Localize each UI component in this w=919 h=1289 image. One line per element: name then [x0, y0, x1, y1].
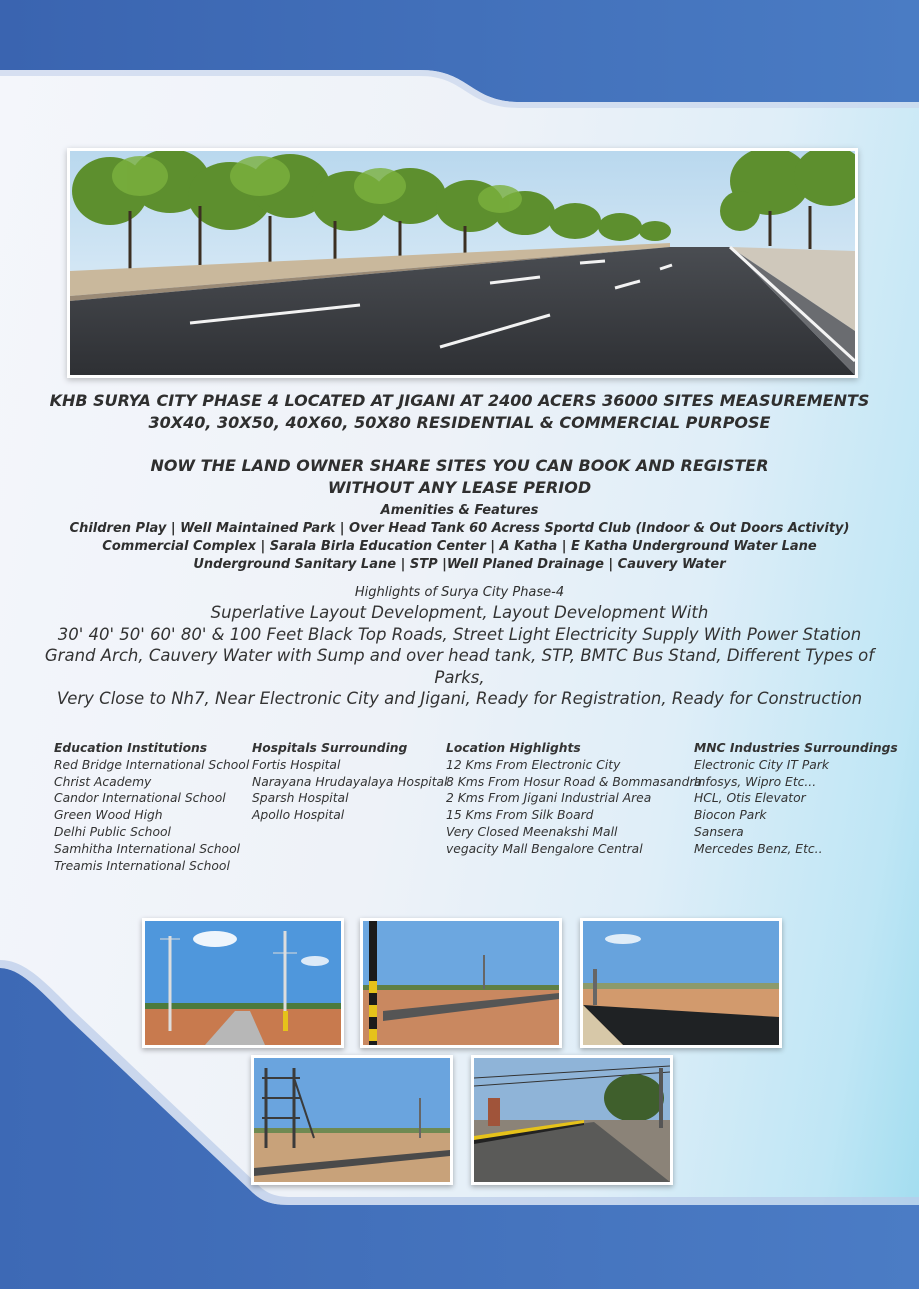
site-photo-black-top-road: [580, 918, 782, 1048]
list-item: Infosys, Wipro Etc...: [694, 774, 817, 789]
list-item: Samhitha International School: [54, 841, 241, 856]
column-title: MNC Industries Surroundings: [694, 741, 898, 755]
list-item: Delhi Public School: [54, 824, 171, 839]
list-item: Candor International School: [54, 791, 226, 806]
column-title: Hospitals Surrounding: [252, 741, 408, 755]
hospitals-column: [252, 740, 447, 824]
education-column: [54, 740, 249, 874]
list-item: Narayana Hrudayalaya Hospital: [252, 774, 448, 789]
list-item: Sansera: [694, 824, 744, 839]
list-item: Biocon Park: [694, 808, 767, 823]
list-item: Red Bridge International School: [54, 757, 250, 772]
site-photo-road-trees: [471, 1055, 673, 1185]
hero-road-image: [67, 148, 858, 378]
list-item: Christ Academy: [54, 774, 152, 789]
list-item: Mercedes Benz, Etc..: [694, 841, 823, 856]
amenities-title: Amenities & Features: [380, 503, 539, 518]
amenities-line: Underground Sanitary Lane | STP |Well Planed Drainage | Cauvery Water: [193, 557, 726, 572]
site-photo-power-lines: [142, 918, 344, 1048]
booking-line-2: WITHOUT ANY LEASE PERIOD: [327, 478, 592, 497]
amenities-line: Children Play | Well Maintained Park | Over Head Tank 60 Acress Sportd Club (Indoor & Out Doors Activity): [69, 521, 850, 536]
highlights-line: Very Close to Nh7, Near Electronic City and Jigani, Ready for Registration, Ready for Construction: [56, 689, 863, 708]
list-item: HCL, Otis Elevator: [694, 791, 806, 806]
site-photo-plots-pole: [360, 918, 562, 1048]
location-column: [446, 740, 702, 858]
list-item: Treamis International School: [54, 858, 230, 873]
column-title: Location Highlights: [446, 741, 581, 755]
highlights-line: Superlative Layout Development, Layout Development With: [210, 603, 709, 622]
list-item: 15 Kms From Silk Board: [446, 808, 594, 823]
headline-line-2: 30X40, 30X50, 40X60, 50X80 RESIDENTIAL & COMMERCIAL PURPOSE: [148, 413, 771, 432]
list-item: 2 Kms From Jigani Industrial Area: [446, 791, 652, 806]
highlights-line: Grand Arch, Cauvery Water with Sump and over head tank, STP, BMTC Bus Stand, Different Types of Parks,: [44, 646, 875, 687]
highlights-title: Highlights of Surya City Phase-4: [354, 585, 565, 600]
top-blue-band: [0, 0, 919, 110]
mnc-column: [694, 740, 898, 858]
list-item: vegacity Mall Bengalore Central: [446, 841, 643, 856]
highlights-line: 30' 40' 50' 60' 80' & 100 Feet Black Top Roads, Street Light Electricity Supply With Power Station: [57, 624, 862, 644]
list-item: 12 Kms From Electronic City: [446, 757, 621, 772]
list-item: Sparsh Hospital: [252, 791, 349, 806]
list-item: Green Wood High: [54, 808, 163, 823]
list-item: Apollo Hospital: [252, 808, 345, 823]
list-item: Very Closed Meenakshi Mall: [446, 824, 618, 839]
headline-line-1: KHB SURYA CITY PHASE 4 LOCATED AT JIGANI AT 2400 ACERS 36000 SITES MEASUREMENTS: [49, 391, 870, 410]
booking-line-1: NOW THE LAND OWNER SHARE SITES YOU CAN BOOK AND REGISTER: [150, 456, 769, 475]
list-item: Electronic City IT Park: [694, 757, 829, 772]
amenities-line: Commercial Complex | Sarala Birla Education Center | A Katha | E Katha Underground Water Lane: [102, 539, 817, 554]
list-item: 8 Kms From Hosur Road & Bommasandra: [446, 774, 702, 789]
column-title: Education Institutions: [54, 741, 208, 755]
list-item: Fortis Hospital: [252, 757, 341, 772]
site-photo-transformer: [251, 1055, 453, 1185]
